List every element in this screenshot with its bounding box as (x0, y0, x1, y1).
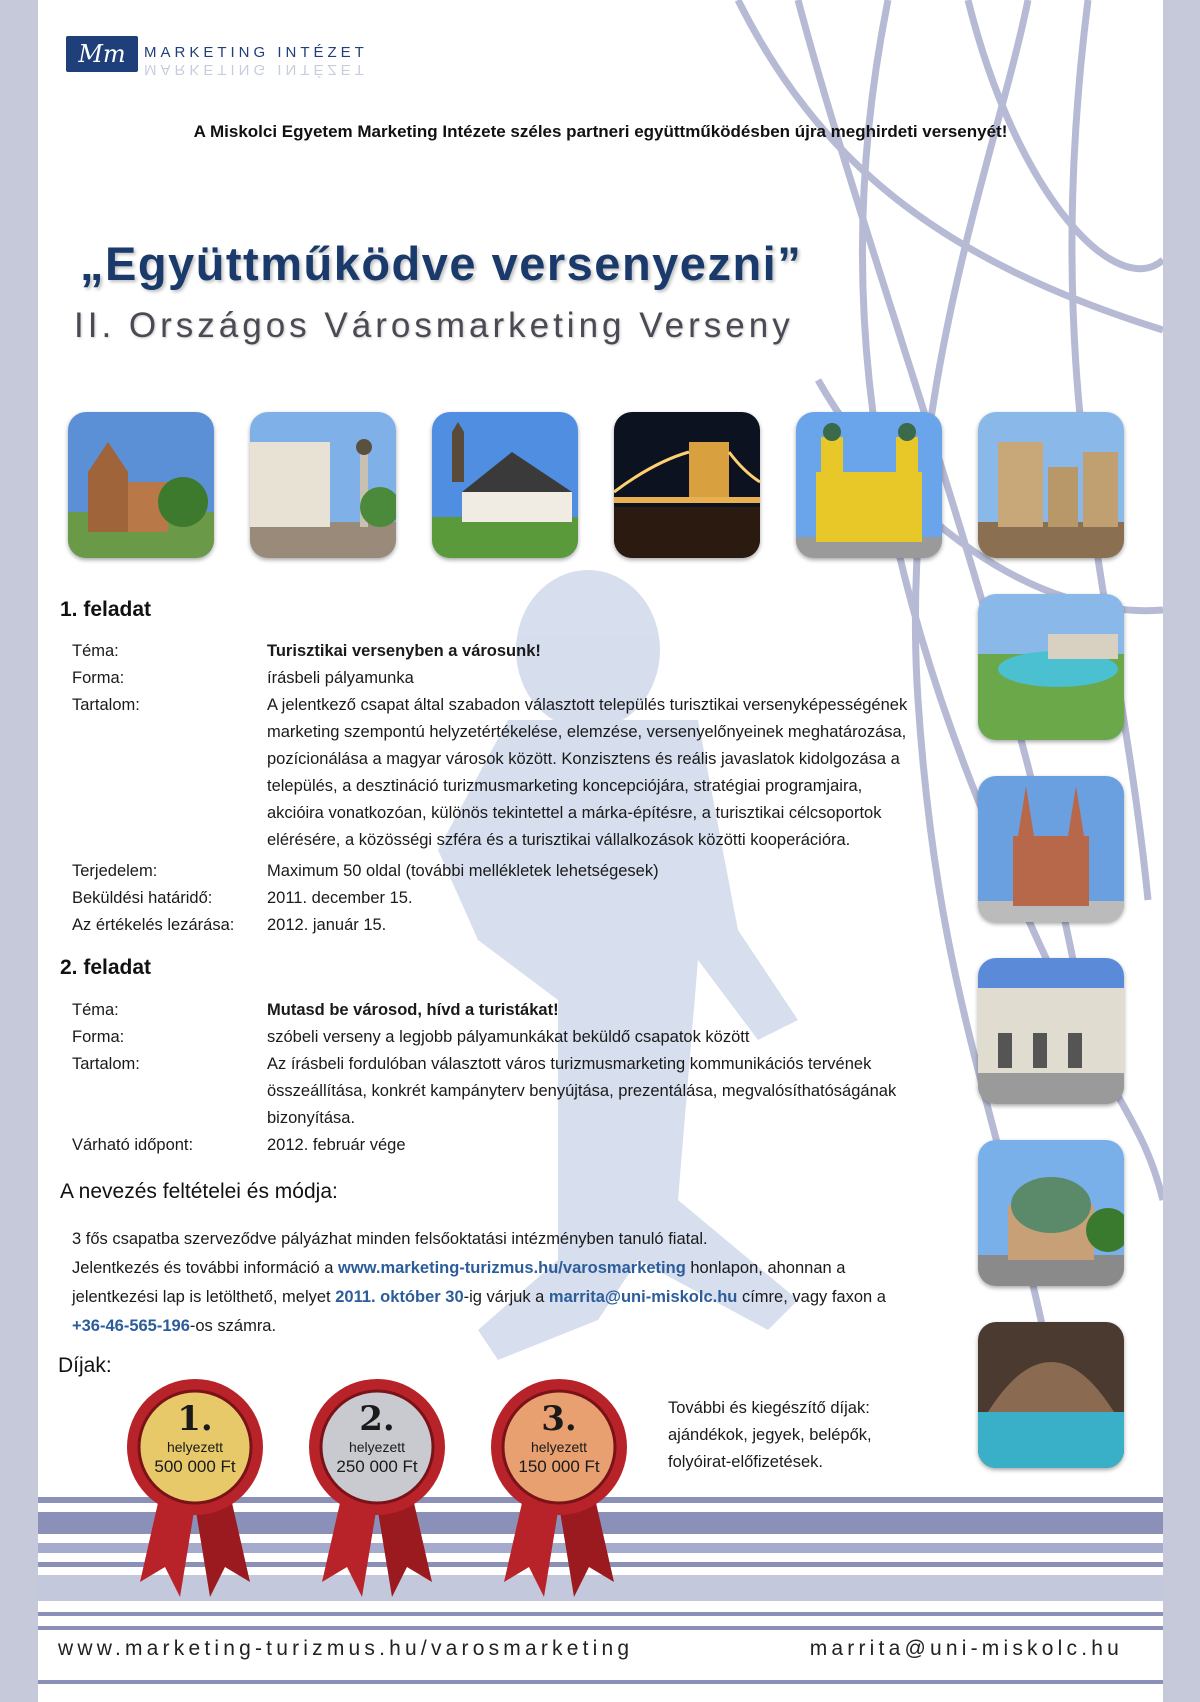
prize-2-label: helyezett (348, 1439, 406, 1455)
entry-website-link[interactable]: www.marketing-turizmus.hu/varosmarketing (337, 1259, 686, 1277)
photo-open-air-bath (978, 594, 1124, 740)
task2-label-content: Tartalom: (72, 1055, 140, 1073)
prize-rosette-1 (120, 1372, 270, 1602)
poster-subtitle: II. Országos Városmarketing Verseny (74, 306, 794, 345)
task2-label-date: Várható időpont: (72, 1136, 194, 1154)
task2-value-date: 2012. február vége (267, 1136, 406, 1154)
poster-title: „Együttműködve versenyezni” (80, 237, 803, 290)
entry-heading: A nevezés feltételei és módja: (60, 1180, 338, 1203)
photo-town-square (250, 412, 396, 558)
task1-label-form: Forma: (72, 669, 125, 687)
footer-website-link[interactable]: www.marketing-turizmus.hu/varosmarketing (58, 1637, 634, 1660)
task1-label-length: Terjedelem: (72, 862, 158, 880)
task1-value-deadline: 2011. december 15. (267, 889, 413, 907)
task1-value-evaluation: 2012. január 15. (267, 916, 387, 934)
logo-mark: Mm (66, 36, 138, 72)
task1-label-deadline: Beküldési határidő: (72, 889, 213, 907)
photo-indoor-pool (978, 1322, 1124, 1468)
prize-2-amount: 250 000 Ft (336, 1457, 418, 1476)
task2-label-topic: Téma: (72, 1001, 119, 1019)
prize-1-rank: 1. (177, 1399, 213, 1439)
entry-deadline-date: 2011. október 30 (335, 1288, 464, 1306)
prizes-heading: Díjak: (58, 1354, 112, 1377)
task2-label-form: Forma: (72, 1028, 125, 1046)
prize-3-rank: 3. (541, 1399, 577, 1439)
photo-chain-bridge-night (614, 412, 760, 558)
prize-1-amount: 500 000 Ft (154, 1457, 236, 1476)
entry-paragraph: Jelentkezés és további információ a www.marketing-turizmus.hu/varosmarketing honlapon, ahonnan a jelentkezési lap is letölthető, melyet 2011. október 30-ig várjuk a marrita@uni-miskolc.hu címre, vagy faxon a +36-46-565-196-os számra. (72, 1259, 886, 1335)
task1-value-content: A jelentkező csapat által szabadon választott település turisztikai versenyképességének marketing szempontú helyzetértékelése, elemzése, versenyelőnyeinek meghatározása, pozícionálása a magyar városok között. Konzisztens és reális javaslatok kidolgozása a település, a desztináció turizmusmarketing koncepciójára, stratégiai programjaira, akcióira vonatkozóan, különös tekintettel a márka-építésre, a turisztikai célcsoportok elérésére, a közösségi szféra és a turisztikai vállalkozások közötti kooperációra. (267, 696, 908, 849)
poster (38, 0, 1163, 1702)
photo-half-timbered-house (432, 412, 578, 558)
task1-value-topic: Turisztikai versenyben a városunk! (267, 642, 541, 660)
prize-2-rank: 2. (359, 1399, 395, 1439)
task1-label-topic: Téma: (72, 642, 119, 660)
logo-reflection: MARKETING INTÉZET (144, 61, 368, 78)
task2-value-form: szóbeli verseny a legjobb pályamunkákat beküldő csapatok között (267, 1028, 750, 1046)
entry-fax-number: +36-46-565-196 (72, 1317, 190, 1335)
extra-prizes-text: További és kiegészítő díjak: ajándékok, jegyek, belépők, folyóirat-előfizetések. (668, 1399, 872, 1471)
prize-3-label: helyezett (530, 1439, 588, 1455)
photo-great-church (796, 412, 942, 558)
footer-email-link[interactable]: marrita@uni-miskolc.hu (809, 1637, 1123, 1660)
task1-heading: 1. feladat (60, 598, 152, 621)
prize-rosette-2 (302, 1372, 452, 1602)
prize-rosette-3 (484, 1372, 634, 1602)
photo-mosque (978, 1140, 1124, 1286)
photo-castle-church (68, 412, 214, 558)
task2-value-content: Az írásbeli fordulóban választott város turizmusmarketing kommunikációs tervének összeállítása, konkrét kampányterv benyújtása, prezentálása, megvalósíthatóságának bizonyítása. (267, 1055, 897, 1127)
prize-1-label: helyezett (166, 1439, 224, 1455)
photo-votive-church (978, 776, 1124, 922)
logo-text: MARKETING INTÉZET (144, 44, 368, 61)
task1-value-length: Maximum 50 oldal (további mellékletek lehetségesek) (267, 862, 659, 880)
task1-label-evaluation: Az értékelés lezárása: (72, 916, 235, 934)
entry-line1: 3 fős csapatba szerveződve pályázhat minden felsőoktatási intézményben tanuló fiatal. (72, 1230, 708, 1248)
entry-email-link[interactable]: marrita@uni-miskolc.hu (548, 1288, 738, 1306)
task2-heading: 2. feladat (60, 956, 152, 979)
task2-value-topic: Mutasd be városod, hívd a turistákat! (267, 1001, 559, 1019)
entry-text (72, 1225, 922, 1341)
prize-3-amount: 150 000 Ft (518, 1457, 600, 1476)
photo-castle-ruins (978, 412, 1124, 558)
photo-palace-courtyard (978, 958, 1124, 1104)
task1-label-content: Tartalom: (72, 696, 140, 714)
headline: A Miskolci Egyetem Marketing Intézete széles partneri együttműködésben újra meghirdeti versenyét! (193, 122, 1008, 141)
task1-value-form: írásbeli pályamunka (267, 669, 414, 687)
